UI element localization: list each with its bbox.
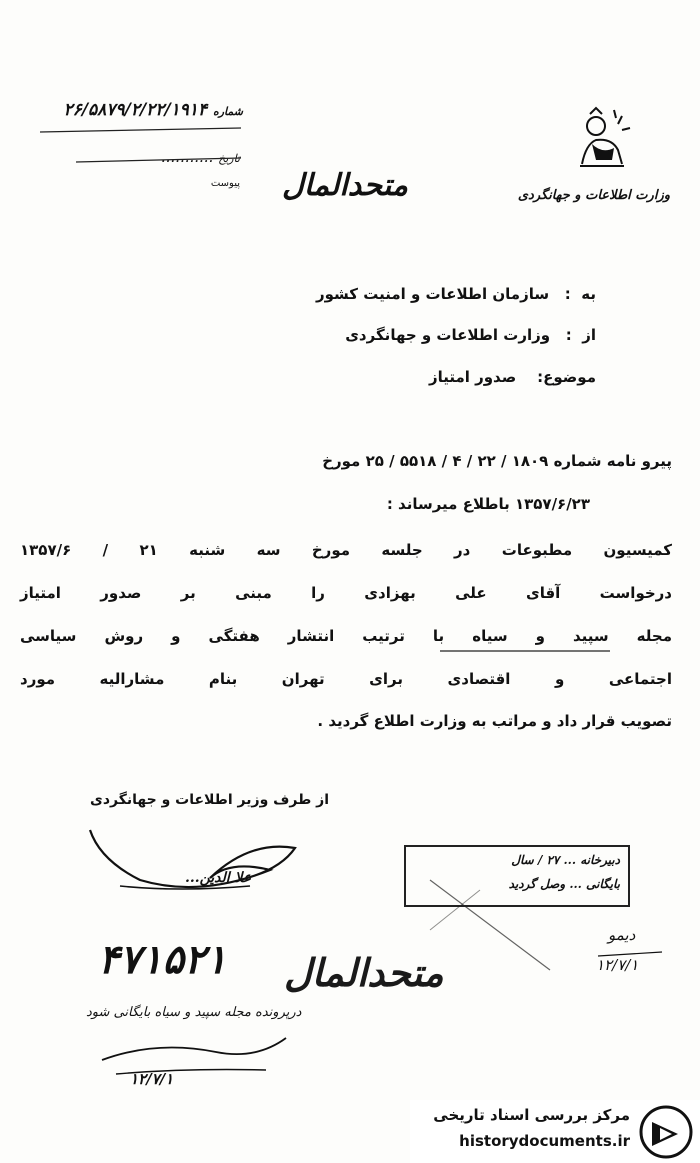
side-note-tick [596, 950, 666, 960]
subject-line [429, 368, 596, 386]
body-underline [438, 648, 613, 654]
doc-title: متحدالمال [282, 168, 408, 203]
footer-watermark [410, 1100, 700, 1163]
number-underline [36, 124, 246, 184]
big-number: ۴۷۱۵۲۱ [98, 936, 227, 983]
to-label: به [581, 285, 596, 303]
body-line-5: تصویب قرار داد و مراتب به وزارت اطلاع گردید . [317, 712, 672, 730]
bottom-signature-scribble [96, 1030, 296, 1080]
side-note-2: ۱۲/۷/۱ [596, 956, 639, 974]
signature-closing: از طرف وزیر اطلاعات و جهانگردی [90, 792, 330, 808]
from-line: از : وزارت اطلاعات و جهانگردی [345, 326, 596, 344]
footer-org-name: مرکز بررسی اسناد تاریخی [433, 1106, 630, 1124]
from-value: وزارت اطلاعات و جهانگردی [345, 326, 551, 344]
date-value: ........... [160, 148, 214, 166]
intro-line-2: ۱۳۵۷/۶/۲۳ باطلاع میرساند : [386, 495, 590, 513]
body-line-3: مجله سپید و سیاه با ترتیب انتشار هفتگی و روش سیاسی [20, 627, 672, 645]
number-label: شماره [212, 105, 243, 118]
side-note-1: دیمو [608, 926, 636, 944]
hand-note-2: ۱۲/۷/۱ [130, 1070, 174, 1088]
date-label: تاریخ [218, 152, 240, 165]
stamp-line-1: دبیرخانه ... ۲۷ / سال [511, 853, 620, 867]
to-value: سازمان اطلاعات و امنیت کشور [315, 285, 550, 303]
intro-line-1: پیرو نامه شماره ۱۸۰۹ / ۲۲ / ۴ / ۵۵۱۸ / ۲۵ مورخ [322, 452, 672, 470]
lion-and-sun-emblem-icon [572, 104, 632, 174]
footer-url[interactable]: historydocuments.ir [459, 1132, 630, 1150]
big-stamp: متحدالمال [284, 950, 444, 995]
subject-label: موضوع: [537, 368, 596, 386]
body-line-1: کمیسیون مطبوعات در جلسه مورخ سه شنبه ۲۱ / ۱۳۵۷/۶ [20, 541, 672, 559]
signature-name: علا الدین... [185, 870, 252, 886]
archive-logo-icon [638, 1104, 694, 1160]
signature-scribble [80, 820, 310, 900]
number-value: ۲۶/۵۸۷۹/۲/۲۲/۱۹۱۴ [63, 100, 208, 120]
body-line-4: اجتماعی و اقتصادی برای تهران بنام مشارالیه مورد [20, 670, 672, 688]
from-label: از [582, 326, 596, 344]
attachment-label: پیوست [210, 178, 240, 189]
ministry-name: وزارت اطلاعات و جهانگردی [517, 188, 670, 203]
number-field [38, 100, 243, 120]
body-line-2: درخواست آقای علی بهزادی را مبنی بر صدور امتیاز [20, 584, 672, 602]
subject-value: صدور امتیاز [428, 368, 517, 386]
hand-note-1: درپرونده مجله سپید و سیاه بایگانی شود [86, 1005, 302, 1020]
stamp-line-2: بایگانی ... وصل گردید [508, 877, 620, 891]
to-line: به : سازمان اطلاعات و امنیت کشور [315, 285, 596, 303]
